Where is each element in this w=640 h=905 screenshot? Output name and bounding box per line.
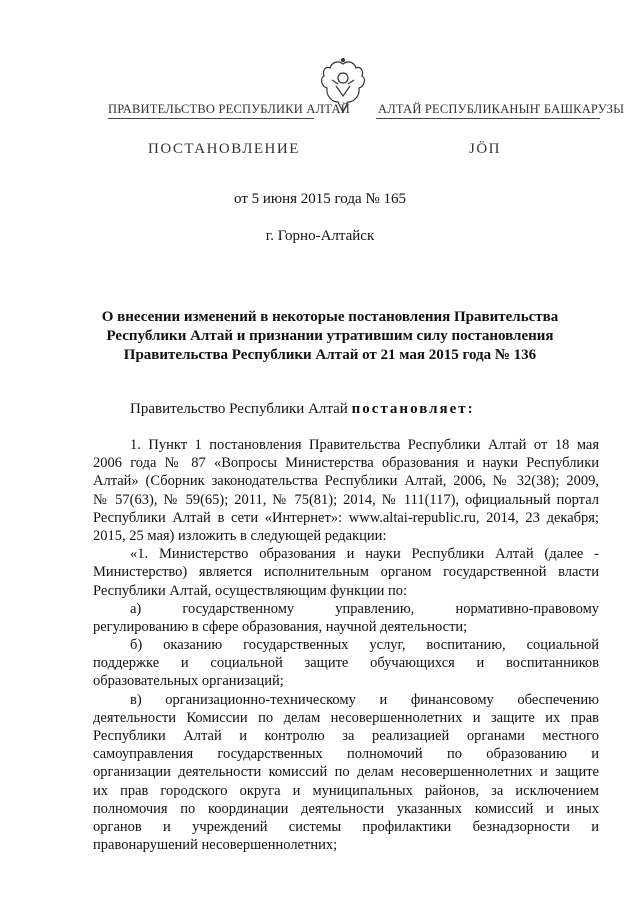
body-line: Республики Алтай и контролю за реализацией органами местного <box>93 728 599 744</box>
title-line: Республики Алтай и признании утратившим силу постановления <box>106 328 554 344</box>
header-divider-left <box>108 118 314 119</box>
body-line: 2006 года № 87 «Вопросы Министерства образования и науки Республики <box>93 455 599 472</box>
intro-text: Правительство Республики Алтай <box>130 401 348 417</box>
body-line: органов и учреждений системы профилактики безнадзорности и <box>93 818 599 835</box>
document-type-altai: JÖП <box>469 141 502 157</box>
body-line: деятельности Комиссии по делам несовершеннолетних и защите их прав <box>93 709 599 726</box>
document-title <box>100 308 560 365</box>
body-line: образовательных организаций; <box>93 673 284 690</box>
document-city: г. Горно-Алтайск <box>265 228 375 244</box>
title-line: Правительства Республики Алтай от 21 мая 2015 года № 136 <box>123 347 537 363</box>
body-line: их прав городского округа и муниципальных районов, за исключением <box>93 782 599 799</box>
body-line: регулированию в сфере образования, научной деятельности; <box>93 618 468 635</box>
document-body <box>93 436 599 854</box>
body-line: в) организационно-техническому и финансовому обеспечению <box>130 691 599 708</box>
header-divider-right <box>376 118 600 119</box>
body-line: организации деятельности комиссий по делам несовершеннолетних и защите <box>93 764 599 781</box>
body-line: Республики Алтай в сети «Интернет»: www.altai-republic.ru, 2014, 23 декабря; <box>93 509 599 526</box>
body-line: поддержке и социальной защите обучающихся и воспитанников <box>93 655 599 672</box>
document-type-russian: ПОСТАНОВЛЕНИЕ <box>148 141 300 157</box>
body-line: 2015, 25 мая) изложить в следующей редакции: <box>93 527 387 544</box>
government-name-russian: ПРАВИТЕЛЬСТВО РЕСПУБЛИКИ АЛТАЙ <box>108 102 350 116</box>
body-line: Алтай» (Сборник законодательства Республики Алтай, 2006, № 32(38); 2009, <box>93 473 599 490</box>
body-line: б) оказанию государственных услуг, воспитанию, социальной <box>130 637 599 654</box>
government-name-altai: АЛТАЙ РЕСПУБЛИКАНЫҤ БАШКАРУЗЫ <box>378 102 625 116</box>
resolution-intro <box>130 401 475 418</box>
body-line: «1. Министерство образования и науки Республики Алтай (далее - <box>130 546 599 563</box>
body-line: правонарушений несовершеннолетних; <box>93 837 338 854</box>
title-line: О внесении изменений в некоторые постановления Правительства <box>101 309 559 325</box>
body-line: полномочия по координации деятельности указанных комиссий и иных <box>93 800 599 817</box>
body-line: Республики Алтай, осуществляющим функции по: <box>93 582 408 599</box>
intro-emphasis: постановляет: <box>351 401 475 417</box>
body-line: а) государственному управлению, нормативно-правовому <box>130 600 599 617</box>
body-line: 1. Пункт 1 постановления Правительства Республики Алтай от 18 мая <box>130 437 599 453</box>
body-line: самоуправления государственных полномочий по образованию и <box>93 746 599 763</box>
body-line: № 57(63), № 59(65); 2011, № 75(81); 2014, № 111(117), официальный портал <box>93 491 599 508</box>
document-date: от 5 июня 2015 года № 165 <box>234 191 406 207</box>
body-line: Министерство) является исполнительным органом государственной власти <box>93 564 599 581</box>
